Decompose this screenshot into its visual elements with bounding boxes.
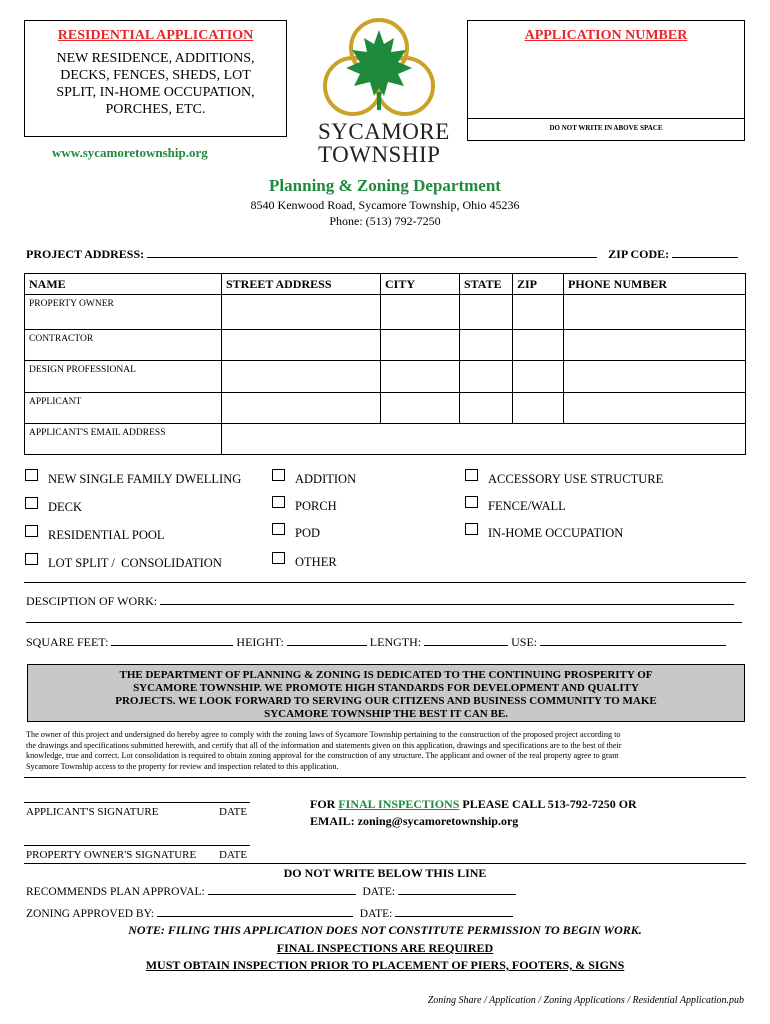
row-label-property-owner: PROPERTY OWNER [25, 295, 222, 330]
application-number-field[interactable] [468, 49, 744, 117]
divider-line [24, 777, 746, 778]
department-name: Planning & Zoning Department [269, 176, 501, 195]
description-of-work-field[interactable] [160, 593, 734, 605]
table-row [25, 361, 746, 393]
table-row [25, 424, 746, 455]
col-state: STATE [460, 274, 513, 295]
checkbox[interactable] [272, 469, 285, 481]
option-lot-split-consolidation[interactable]: LOT SPLIT / CONSOLIDATION [25, 556, 222, 571]
cell-input[interactable] [564, 393, 746, 424]
owner-signature-field[interactable] [24, 845, 250, 846]
filing-note: NOTE: FILING THIS APPLICATION DOES NOT CONSTITUTE PERMISSION TO BEGIN WORK. [128, 923, 642, 937]
description-of-work-field-line2[interactable] [26, 622, 742, 623]
description-of-work-row [26, 593, 734, 609]
cell-input[interactable] [513, 330, 564, 361]
application-scope-text: NEW RESIDENCE, ADDITIONS, DECKS, FENCES, SHEDS, LOT SPLIT, IN-HOME OCCUPATION, PORCHES, ETC. [56, 51, 255, 117]
cell-input[interactable] [564, 361, 746, 393]
row-label-contractor: CONTRACTOR [25, 330, 222, 361]
footer-file-path: Zoning Share / Application / Zoning Applications / Residential Application.pub [427, 995, 744, 1006]
cell-input[interactable] [381, 330, 460, 361]
project-address-row [26, 246, 738, 262]
recommends-date-field[interactable] [398, 883, 516, 895]
option-fence-wall[interactable]: FENCE/WALL [465, 499, 566, 514]
option-accessory-use-structure[interactable]: ACCESSORY USE STRUCTURE [465, 472, 663, 487]
department-address: 8540 Kenwood Road, Sycamore Township, Ohio 45236 [250, 198, 520, 212]
description-of-work-label: DESCIPTION OF WORK: [26, 594, 158, 608]
final-inspection-line: FOR FINAL INSPECTIONS PLEASE CALL 513-792-7250 OR [310, 797, 637, 811]
cell-input[interactable] [460, 295, 513, 330]
final-inspections-required: FINAL INSPECTIONS ARE REQUIRED [276, 941, 494, 955]
cell-input[interactable] [513, 295, 564, 330]
residential-application-title: RESIDENTIAL APPLICATION [57, 28, 254, 43]
date-label: DATE [219, 849, 248, 861]
website-link[interactable]: www.sycamoretownship.org [52, 145, 208, 160]
inspection-email-line: EMAIL: zoning@sycamoretownship.org [310, 814, 519, 828]
cell-input[interactable] [381, 295, 460, 330]
col-zip: ZIP [513, 274, 564, 295]
height-label: HEIGHT: [236, 635, 284, 649]
cell-input[interactable] [381, 393, 460, 424]
cell-input[interactable] [381, 361, 460, 393]
recommends-approval-row: RECOMMENDS PLAN APPROVAL: DATE: [26, 883, 516, 898]
table-row [25, 295, 746, 330]
date-label: DATE [219, 806, 248, 818]
sycamore-leaf-icon [318, 16, 440, 126]
option-in-home-occupation[interactable]: IN-HOME OCCUPATION [465, 526, 623, 541]
cell-input[interactable] [513, 361, 564, 393]
application-type-box [24, 20, 287, 137]
cell-input[interactable] [222, 361, 381, 393]
row-label-applicant: APPLICANT [25, 393, 222, 424]
checkbox[interactable] [25, 497, 38, 509]
checkbox[interactable] [272, 552, 285, 564]
checkbox[interactable] [272, 496, 285, 508]
checkbox[interactable] [465, 469, 478, 481]
contact-table [24, 273, 746, 455]
table-header-row [25, 274, 746, 295]
checkbox[interactable] [465, 496, 478, 508]
checkbox[interactable] [25, 525, 38, 537]
applicant-signature-label: APPLICANT'S SIGNATURE [26, 806, 159, 818]
email-input[interactable] [222, 424, 746, 455]
final-inspections-link[interactable]: FINAL INSPECTIONS [338, 797, 460, 811]
square-feet-label: SQUARE FEET: [26, 635, 109, 649]
height-field[interactable] [287, 634, 367, 646]
option-other[interactable]: OTHER [272, 555, 337, 570]
recommends-approval-field[interactable] [208, 883, 356, 895]
do-not-write-note: DO NOT WRITE IN ABOVE SPACE [468, 118, 744, 132]
application-number-box [467, 20, 745, 141]
use-field[interactable] [540, 634, 726, 646]
owner-signature-label: PROPERTY OWNER'S SIGNATURE [26, 849, 197, 861]
zip-code-label: ZIP CODE: [608, 247, 670, 261]
table-row [25, 393, 746, 424]
logo-sycamore-text: SYCAMORE [318, 119, 450, 144]
option-residential-pool[interactable]: RESIDENTIAL POOL [25, 528, 165, 543]
checkbox[interactable] [465, 523, 478, 535]
application-number-title: APPLICATION NUMBER [524, 28, 688, 43]
zip-code-field[interactable] [672, 246, 738, 258]
option-deck[interactable]: DECK [25, 500, 82, 515]
col-name: NAME [25, 274, 222, 295]
department-phone: Phone: (513) 792-7250 [329, 214, 441, 228]
dimensions-row [26, 634, 726, 650]
cell-input[interactable] [222, 393, 381, 424]
col-phone-number: PHONE NUMBER [564, 274, 746, 295]
square-feet-field[interactable] [111, 634, 233, 646]
option-addition[interactable]: ADDITION [272, 472, 356, 487]
use-label: USE: [511, 635, 538, 649]
do-not-write-below-line [24, 863, 746, 864]
length-label: LENGTH: [369, 635, 422, 649]
certification-text: The owner of this project and undersigned do hereby agree to comply with the zoning laws of Sycamore Township pertaining to the construction of the proposed project according to the drawings and specifications submitted herewith, and certify that all of the information and statements given on this application, drawings and specifications are to the best of their knowledge, true and correct. Lot consolidation is required to obtain zoning approval for the construction of any structure. The applicant and owner of the real property agree to grant Sycamore Township access to the property for review and inspection related to this application. [26, 730, 622, 771]
logo-township-text: TOWNSHIP [318, 142, 441, 167]
checkbox[interactable] [25, 469, 38, 481]
length-field[interactable] [424, 634, 508, 646]
cell-input[interactable] [222, 330, 381, 361]
cell-input[interactable] [564, 295, 746, 330]
checkbox[interactable] [25, 553, 38, 565]
option-new-single-family-dwelling[interactable]: NEW SINGLE FAMILY DWELLING [25, 472, 241, 487]
project-address-field[interactable] [147, 246, 597, 258]
cell-input[interactable] [460, 330, 513, 361]
project-address-label: PROJECT ADDRESS: [26, 247, 145, 261]
row-label-design-professional: DESIGN PROFESSIONAL [25, 361, 222, 393]
cell-input[interactable] [222, 295, 381, 330]
cell-input[interactable] [460, 393, 513, 424]
cell-input[interactable] [564, 330, 746, 361]
zoning-approved-field[interactable] [157, 905, 353, 917]
cell-input[interactable] [460, 361, 513, 393]
col-street-address: STREET ADDRESS [222, 274, 381, 295]
option-porch[interactable]: PORCH [272, 499, 337, 514]
zoning-approved-date-field[interactable] [395, 905, 513, 917]
cell-input[interactable] [513, 393, 564, 424]
row-label-applicant-email: APPLICANT'S EMAIL ADDRESS [25, 424, 222, 455]
mission-banner: THE DEPARTMENT OF PLANNING & ZONING IS DEDICATED TO THE CONTINUING PROSPERITY OF SYCAMORE TOWNSHIP. WE PROMOTE HIGH STANDARDS FOR DEVELOPMENT AND QUALITY PROJECTS. WE LOOK FORWARD TO SERVING OUR CITIZENS AND BUSINESS COMMUNITY TO MAKE SYCAMORE TOWNSHIP THE BEST IT CAN BE. [27, 664, 745, 722]
must-obtain-inspection: MUST OBTAIN INSPECTION PRIOR TO PLACEMENT OF PIERS, FOOTERS, & SIGNS [145, 958, 625, 972]
office-use-heading: DO NOT WRITE BELOW THIS LINE [283, 866, 487, 880]
table-row [25, 330, 746, 361]
zoning-approved-row: ZONING APPROVED BY: DATE: [26, 905, 513, 920]
divider-line [24, 582, 746, 583]
sycamore-township-logo [318, 16, 450, 167]
checkbox[interactable] [272, 523, 285, 535]
col-city: CITY [381, 274, 460, 295]
option-pod[interactable]: POD [272, 526, 320, 541]
applicant-signature-field[interactable] [24, 802, 250, 803]
